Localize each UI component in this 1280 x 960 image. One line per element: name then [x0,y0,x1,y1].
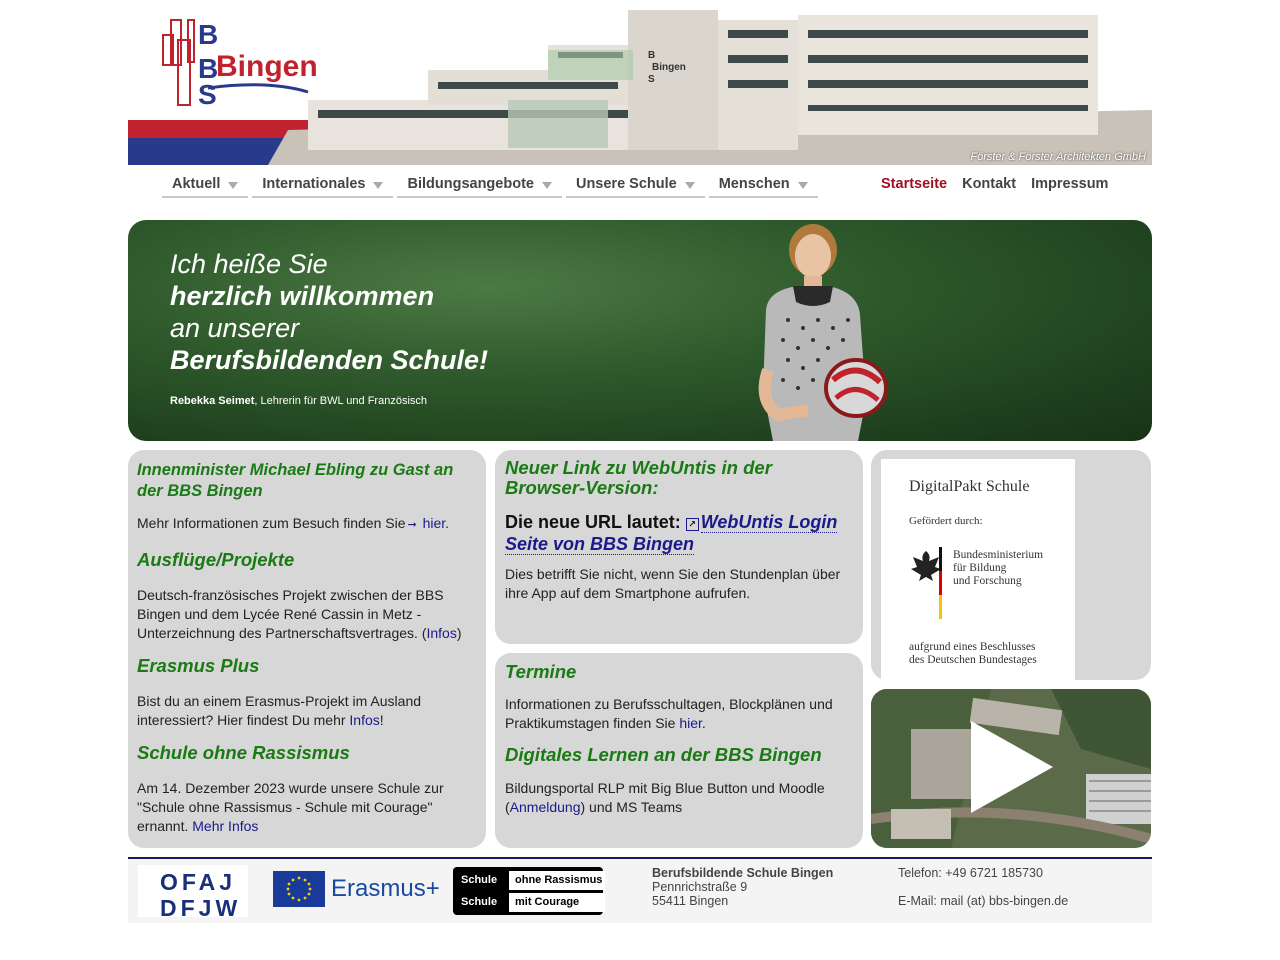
welcome-text [170,248,488,376]
school-address [652,866,833,908]
webuntis-box [495,450,863,644]
rassismus-mehr-infos-link[interactable]: Mehr Infos [192,818,259,834]
news-text-rassismus: Am 14. Dezember 2023 wurde unsere Schule zur "Schule ohne Rassismus - Schule mit Courage" ernannt. Mehr Infos [137,780,444,834]
welcome-line-1: Ich heiße Sie [170,249,328,279]
welcome-hero [128,220,1152,441]
erasmus-logo-text: Erasmus+ [331,875,440,902]
school-email: E-Mail: mail (at) bbs-bingen.de [898,894,1069,908]
nav-item-bildungsangebote[interactable] [397,172,561,198]
startseite-link[interactable]: Startseite [881,176,948,192]
termine-link[interactable]: hier [679,715,702,731]
ofaj-logo-line-2: DFJW [160,895,242,921]
news-heading-projekte: Ausflüge/Projekte [137,549,295,570]
aerial-video[interactable] [871,689,1151,848]
header-banner [128,0,1152,165]
teacher-role: , Lehrerin für BWL und Französisch [254,395,428,407]
building-sign-bingen: Bingen [652,62,686,73]
eu-flag-icon [273,871,325,907]
logo-letter-b2: B [198,53,219,84]
logo-letter-b1: B [198,19,219,50]
nav-item-unsere-schule[interactable] [566,172,705,198]
nav-item-label: Unsere Schule [575,176,677,192]
school-building-image [128,0,1152,165]
teacher-photo [738,220,918,441]
external-link-icon: ↗ [686,518,699,531]
digitales-lernen-heading: Digitales Lernen an der BBS Bingen [505,744,822,765]
chevron-down-icon [228,182,238,189]
schule-ohne-rassismus-logo[interactable]: Schule ohne Rassismus Schule mit Courage [453,867,603,915]
school-contact [898,866,1068,908]
main-nav [162,172,822,198]
news-heading-erasmus: Erasmus Plus [137,655,260,676]
digitalpakt-footnote: aufgrund eines Beschlusses des Deutschen Bundestages [909,641,1037,666]
erasmus-logo[interactable] [273,871,440,907]
digitalpakt-subtitle: Gefördert durch: [909,515,983,527]
welcome-line-3: an unserer [170,313,300,343]
news-heading-minister: Innenminister Michael Ebling zu Gast an der BBS Bingen [137,461,454,500]
anmeldung-link[interactable]: Anmeldung [509,799,581,815]
impressum-link[interactable]: Impressum [1031,176,1109,192]
building-sign-s: S [648,74,655,85]
digitalpakt-title: DigitalPakt Schule [909,478,1030,495]
teacher-name: Rebekka Seimet [170,395,255,407]
nav-item-label: Menschen [718,176,790,192]
news-text-erasmus: Bist du an einem Erasmus-Projekt im Ausland interessiert? Hier findest Du mehr Infos! [137,693,422,728]
projekte-infos-link[interactable]: Infos [426,625,457,641]
nav-item-internationales[interactable] [252,172,393,198]
nav-item-label: Bildungsangebote [407,176,534,192]
school-phone: Telefon: +49 6721 185730 [898,866,1043,880]
logo-word: Bingen [216,50,318,83]
kontakt-link[interactable]: Kontakt [962,176,1017,192]
nav-item-aktuell[interactable] [162,172,248,198]
ministry-name: Bundesministerium für Bildung und Forschung [953,549,1044,587]
chevron-down-icon [685,182,695,189]
hero-caption [170,395,427,407]
news-text-projekte: Deutsch-französisches Projekt zwischen der BBS Bingen und dem Lycée René Cassin in Metz - Unterzeichnung des Partnerschaftsvertrages. (Infos) [137,587,462,641]
chevron-down-icon [542,182,552,189]
news-text-minister: Mehr Informationen zum Besuch finden Sie ➞ hier. [137,515,450,531]
aerial-video-thumbnail [871,689,1151,848]
federal-eagle-icon [909,547,943,619]
digitalpakt-banner[interactable] [881,459,1075,681]
termine-heading: Termine [505,661,577,682]
minister-link[interactable]: hier [422,515,446,531]
school-street: Pennrichstraße 9 [652,880,748,894]
school-city: 55411 Bingen [652,894,729,908]
building-sign-b: B [648,50,656,61]
nav-item-menschen[interactable] [709,172,818,198]
digitalpakt-box [871,450,1151,680]
arrow-right-icon: ➞ [407,519,417,531]
welcome-line-2: herzlich willkommen [170,281,435,311]
webuntis-url-line: Die neue URL lautet: ↗ WebUntis Login Seite von BBS Bingen [505,512,838,554]
webuntis-link[interactable]: WebUntis Login Seite von BBS Bingen [505,512,838,554]
news-heading-rassismus: Schule ohne Rassismus [137,742,350,763]
ofaj-logo-line-1: OFAJ [160,869,237,895]
digitales-lernen-text: Bildungsportal RLP mit Big Blue Button und Moodle (Anmeldung) und MS Teams [505,780,825,815]
ofaj-logo[interactable] [138,865,248,921]
erasmus-infos-link[interactable]: Infos [349,712,380,728]
welcome-line-4: Berufsbildenden Schule! [170,345,489,375]
chevron-down-icon [798,182,808,189]
chevron-down-icon [373,182,383,189]
termine-box [495,653,863,848]
webuntis-heading: Neuer Link zu WebUntis in der Browser-Version: [505,457,772,498]
architect-credit: Förster & Förster Architekten GmbH [970,151,1146,163]
logo-letter-s: S [198,79,217,110]
news-box-left [128,450,486,848]
footer [128,857,1152,923]
webuntis-note: Dies betrifft Sie nicht, wenn Sie den Stundenplan über ihre App auf dem Smartphone aufrufen. [505,566,841,601]
nav-item-label: Internationales [262,176,366,192]
service-nav [881,176,1123,192]
termine-text: Informationen zu Berufsschultagen, Blockplänen und Praktikumstagen finden Sie hier. [505,696,833,731]
nav-item-label: Aktuell [172,176,221,192]
school-name: Berufsbildende Schule Bingen [652,866,834,880]
